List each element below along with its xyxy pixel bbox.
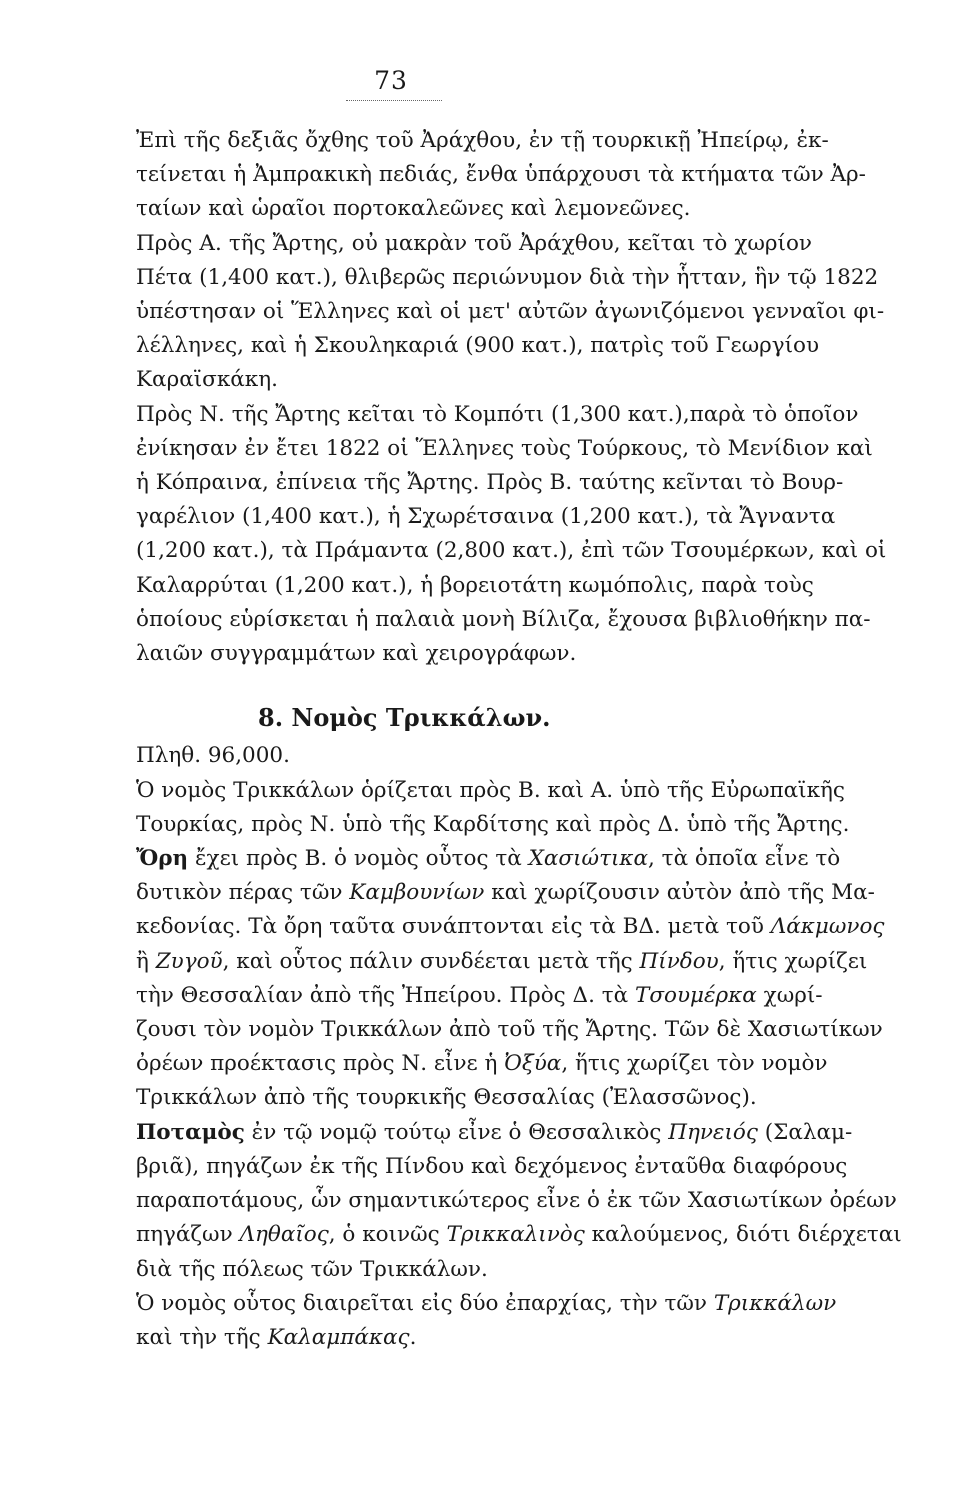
- para1-line-1: Ἐπὶ τῆς δεξιᾶς ὄχθης τοῦ Ἀράχθου, ἐν τῇ τουρκικῇ Ἠπείρῳ, ἐκ-: [136, 128, 829, 153]
- text-run: .: [409, 1324, 417, 1350]
- para1-line-3: ταίων καὶ ὡραῖοι πορτοκαλεῶνες καὶ λεμονεῶνες.: [136, 196, 691, 222]
- place-name: Λάκμωνος: [770, 914, 885, 940]
- text-run: ἔχει πρὸς Β. ὁ νομὸς οὗτος τὰ: [188, 846, 529, 872]
- text-run: καλούμενος, διότι διέρχεται: [584, 1222, 902, 1248]
- para3-line-8: λαιῶν συγγραμμάτων καὶ χειρογράφων.: [136, 641, 577, 667]
- header-rule: [346, 100, 442, 101]
- text-run: καὶ τὴν τῆς: [136, 1324, 268, 1350]
- para3-line-1: Πρὸς Ν. τῆς Ἄρτης κεῖται τὸ Κομπότι (1,300 κατ.),παρὰ τὸ ὁποῖον: [136, 401, 859, 427]
- body-text: [136, 124, 902, 1355]
- place-name: Τρικκαλινὸς: [446, 1222, 585, 1248]
- place-name: Χασιώτικα: [528, 846, 649, 872]
- place-name: Ληθαῖος: [239, 1222, 329, 1248]
- para3-line-4: γαρέλιον (1,400 κατ.), ἡ Σχωρέτσαινα (1,200 κατ.), τὰ Ἄγναντα: [136, 504, 836, 530]
- text-run: , ἥτις χωρίζει τὸν νομὸν: [561, 1051, 828, 1077]
- text-run: τὴν Θεσσαλίαν ἀπὸ τῆς Ἠπείρου. Πρὸς Δ. τὰ: [136, 982, 636, 1008]
- mountains-lead: Ὄρη: [136, 846, 189, 872]
- place-name: Τσουμέρκα: [635, 982, 757, 1008]
- para2-line-4: λέλληνες, καὶ ἡ Σκουληκαριά (900 κατ.), πατρὶς τοῦ Γεωργίου: [136, 333, 820, 359]
- place-name: Τρικκάλων: [713, 1290, 837, 1316]
- para6-line-1: [136, 1116, 853, 1150]
- population-line: Πληθ. 96,000.: [136, 743, 290, 769]
- para1-line-2: τείνεται ἡ Ἀμπρακικὴ πεδιάς, ἔνθα ὑπάρχουσι τὰ κτήματα τῶν Ἀρ-: [136, 162, 866, 188]
- para3-line-5: (1,200 κατ.), τὰ Πράμαντα (2,800 κατ.), ἐπὶ τῶν Τσουμέρκων, καὶ οἱ: [136, 538, 887, 564]
- place-name: Πηνειός: [668, 1119, 758, 1145]
- text-run: ἢ: [136, 948, 156, 974]
- text-run: Ὁ νομὸς οὗτος διαιρεῖται εἰς δύο ἐπαρχίας, τὴν τῶν: [136, 1290, 714, 1316]
- para6-line-4: [136, 1218, 902, 1252]
- text-run: , καὶ οὗτος πάλιν συνδέεται μετὰ τῆς: [222, 948, 640, 974]
- place-name: Ζυγοῦ: [155, 948, 223, 974]
- text-run: ὀρέων προέκτασις πρὸς Ν. εἶνε ἡ: [136, 1051, 505, 1077]
- river-lead: Ποταμὸς: [136, 1119, 245, 1145]
- para5-line-7: [136, 1047, 828, 1081]
- para4-line-2: Τουρκίας, πρὸς Ν. ὑπὸ τῆς Καρδίτσης καὶ πρὸς Δ. ὑπὸ τῆς Ἄρτης.: [136, 811, 850, 837]
- page-number: 73: [374, 66, 408, 95]
- place-name: Καμβουνίων: [349, 880, 485, 906]
- para2-line-5: Καραϊσκάκη.: [136, 367, 278, 393]
- para6-line-2: βριᾶ), πηγάζων ἐκ τῆς Πίνδου καὶ δεχόμενος ἐνταῦθα διαφόρους: [136, 1153, 848, 1179]
- para3-line-3: ἡ Κόπραινα, ἐπίνεια τῆς Ἄρτης. Πρὸς Β. ταύτης κεῖνται τὸ Βουρ-: [136, 470, 844, 496]
- text-run: δυτικὸν πέρας τῶν: [136, 880, 350, 906]
- para7-line-2: [136, 1321, 812, 1355]
- para6-line-3: παραποτάμους, ὧν σημαντικώτερος εἶνε ὁ ἐκ τῶν Χασιωτίκων ὀρέων: [136, 1188, 897, 1214]
- para6-line-5: διὰ τῆς πόλεως τῶν Τρικκάλων.: [136, 1256, 488, 1282]
- para2-line-2: Πέτα (1,400 κατ.), θλιβερῶς περιώνυμον διὰ τὴν ἧτταν, ἣν τῷ 1822: [136, 264, 879, 290]
- para2-line-1: Πρὸς Α. τῆς Ἄρτης, οὐ μακρὰν τοῦ Ἀράχθου, κεῖται τὸ χωρίον: [136, 230, 812, 256]
- text-run: πηγάζων: [136, 1222, 240, 1248]
- text-run: , τὰ ὁποῖα εἶνε τὸ: [648, 846, 841, 872]
- place-name: Ὀξύα: [504, 1051, 562, 1077]
- text-run: , ὁ κοινῶς: [328, 1222, 447, 1248]
- place-name: Καλαμπάκας: [267, 1324, 410, 1350]
- para5-line-6: ζουσι τὸν νομὸν Τρικκάλων ἀπὸ τοῦ τῆς Ἄρτης. Τῶν δὲ Χασιωτίκων: [136, 1017, 883, 1043]
- place-name: Πίνδου: [639, 948, 719, 974]
- para3-line-7: ὁποίους εὑρίσκεται ἡ παλαιὰ μονὴ Βίλιζα, ἔχουσα βιβλιοθήκην πα-: [136, 606, 871, 632]
- section-heading: 8. Νομὸς Τρικκάλων.: [258, 703, 551, 733]
- text-run: , ἥτις χωρίζει: [718, 948, 868, 974]
- text-run: κεδονίας. Τὰ ὄρη ταῦτα συνάπτονται εἰς τὰ ΒΔ. μετὰ τοῦ: [136, 914, 771, 940]
- para5-line-1: [136, 842, 841, 876]
- para5-line-5: [136, 979, 823, 1013]
- text-run: χωρί-: [756, 982, 823, 1008]
- para7-line-1: [136, 1287, 837, 1321]
- para5-line-2: [136, 876, 875, 910]
- para3-line-6: Καλαρρύται (1,200 κατ.), ἡ βορειοτάτη κωμόπολις, παρὰ τοὺς: [136, 572, 814, 598]
- text-run: ἐν τῷ νομῷ τούτῳ εἶνε ὁ Θεσσαλικὸς: [244, 1119, 669, 1145]
- text-run: καὶ χωρίζουσιν αὐτὸν ἀπὸ τῆς Μα-: [484, 880, 875, 906]
- para5-line-8: Τρικκάλων ἀπὸ τῆς τουρκικῆς Θεσσαλίας (Ἐλασσῶνος).: [136, 1085, 757, 1111]
- para5-line-3: [136, 910, 885, 944]
- para3-line-2: ἐνίκησαν ἐν ἔτει 1822 οἱ Ἕλληνες τοὺς Τούρκους, τὸ Μενίδιον καὶ: [136, 435, 873, 461]
- text-run: (Σαλαμ-: [757, 1119, 853, 1145]
- para4-line-1: Ὁ νομὸς Τρικκάλων ὁρίζεται πρὸς Β. καὶ Α. ὑπὸ τῆς Εὐρωπαϊκῆς: [136, 777, 845, 803]
- para2-line-3: ὑπέστησαν οἱ Ἕλληνες καὶ οἱ μετ' αὐτῶν ἀγωνιζόμενοι γενναῖοι φι-: [136, 299, 885, 325]
- para5-line-4: [136, 945, 868, 979]
